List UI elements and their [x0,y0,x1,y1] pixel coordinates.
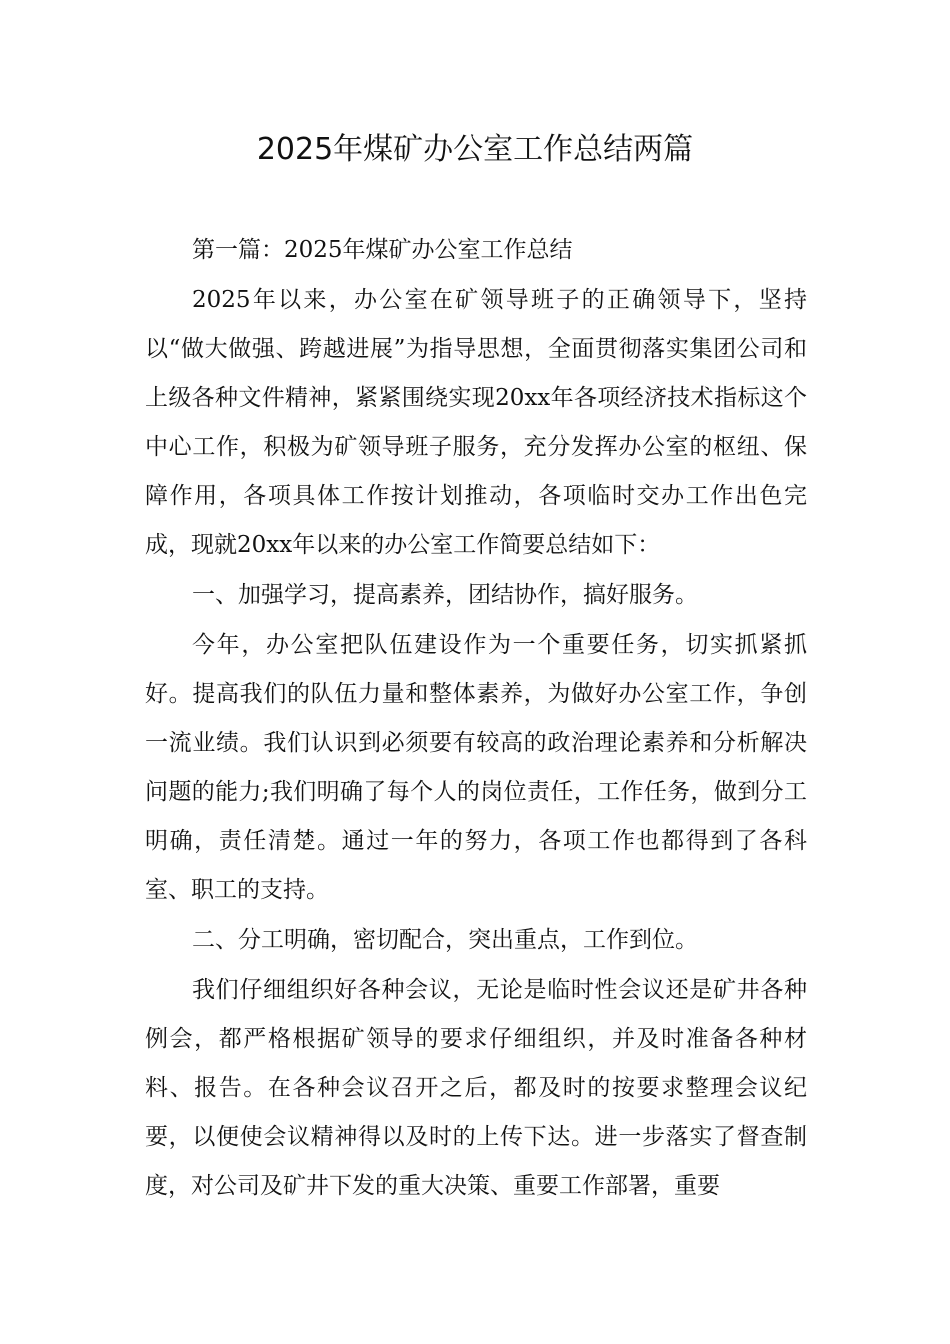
document-body [145,226,807,1212]
section-one-paragraph: 今年，办公室把队伍建设作为一个重要任务，切实抓紧抓好。提高我们的队伍力量和整体素养，为做好办公室工作，争创一流业绩。我们认识到必须要有较高的政治理论素养和分析解决问题的能力;我们明确了每个人的岗位责任，工作任务，做到分工明确，责任清楚。通过一年的努力，各项工作也都得到了各科室、职工的支持。 [145,632,807,903]
document-title: 2025年煤矿办公室工作总结两篇 [256,132,694,167]
section-two-paragraph: 我们仔细组织好各种会议，无论是临时性会议还是矿井各种例会，都严格根据矿领导的要求仔细组织，并及时准备各种材料、报告。在各种会议召开之后，都及时的按要求整理会议纪要，以便使会议精神得以及时的上传下达。进一步落实了督查制度，对公司及矿井下发的重大决策、重要工作部署，重要 [145,977,807,1199]
part-one-heading: 第一篇：2025年煤矿办公室工作总结 [192,237,573,263]
intro-paragraph: 2025年以来，办公室在矿领导班子的正确领导下，坚持以“做大做强、跨越进展”为指导思想，全面贯彻落实集团公司和上级各种文件精神，紧紧围绕实现20xx年各项经济技术指标这个中心工作，积极为矿领导班子服务，充分发挥办公室的枢纽、保障作用，各项具体工作按计划推动，各项临时交办工作出色完成，现就20xx年以来的办公室工作简要总结如下： [145,287,807,558]
section-two-heading: 二、分工明确，密切配合，突出重点，工作到位。 [192,927,698,953]
section-one-heading: 一、加强学习，提高素养，团结协作，搞好服务。 [192,582,698,608]
